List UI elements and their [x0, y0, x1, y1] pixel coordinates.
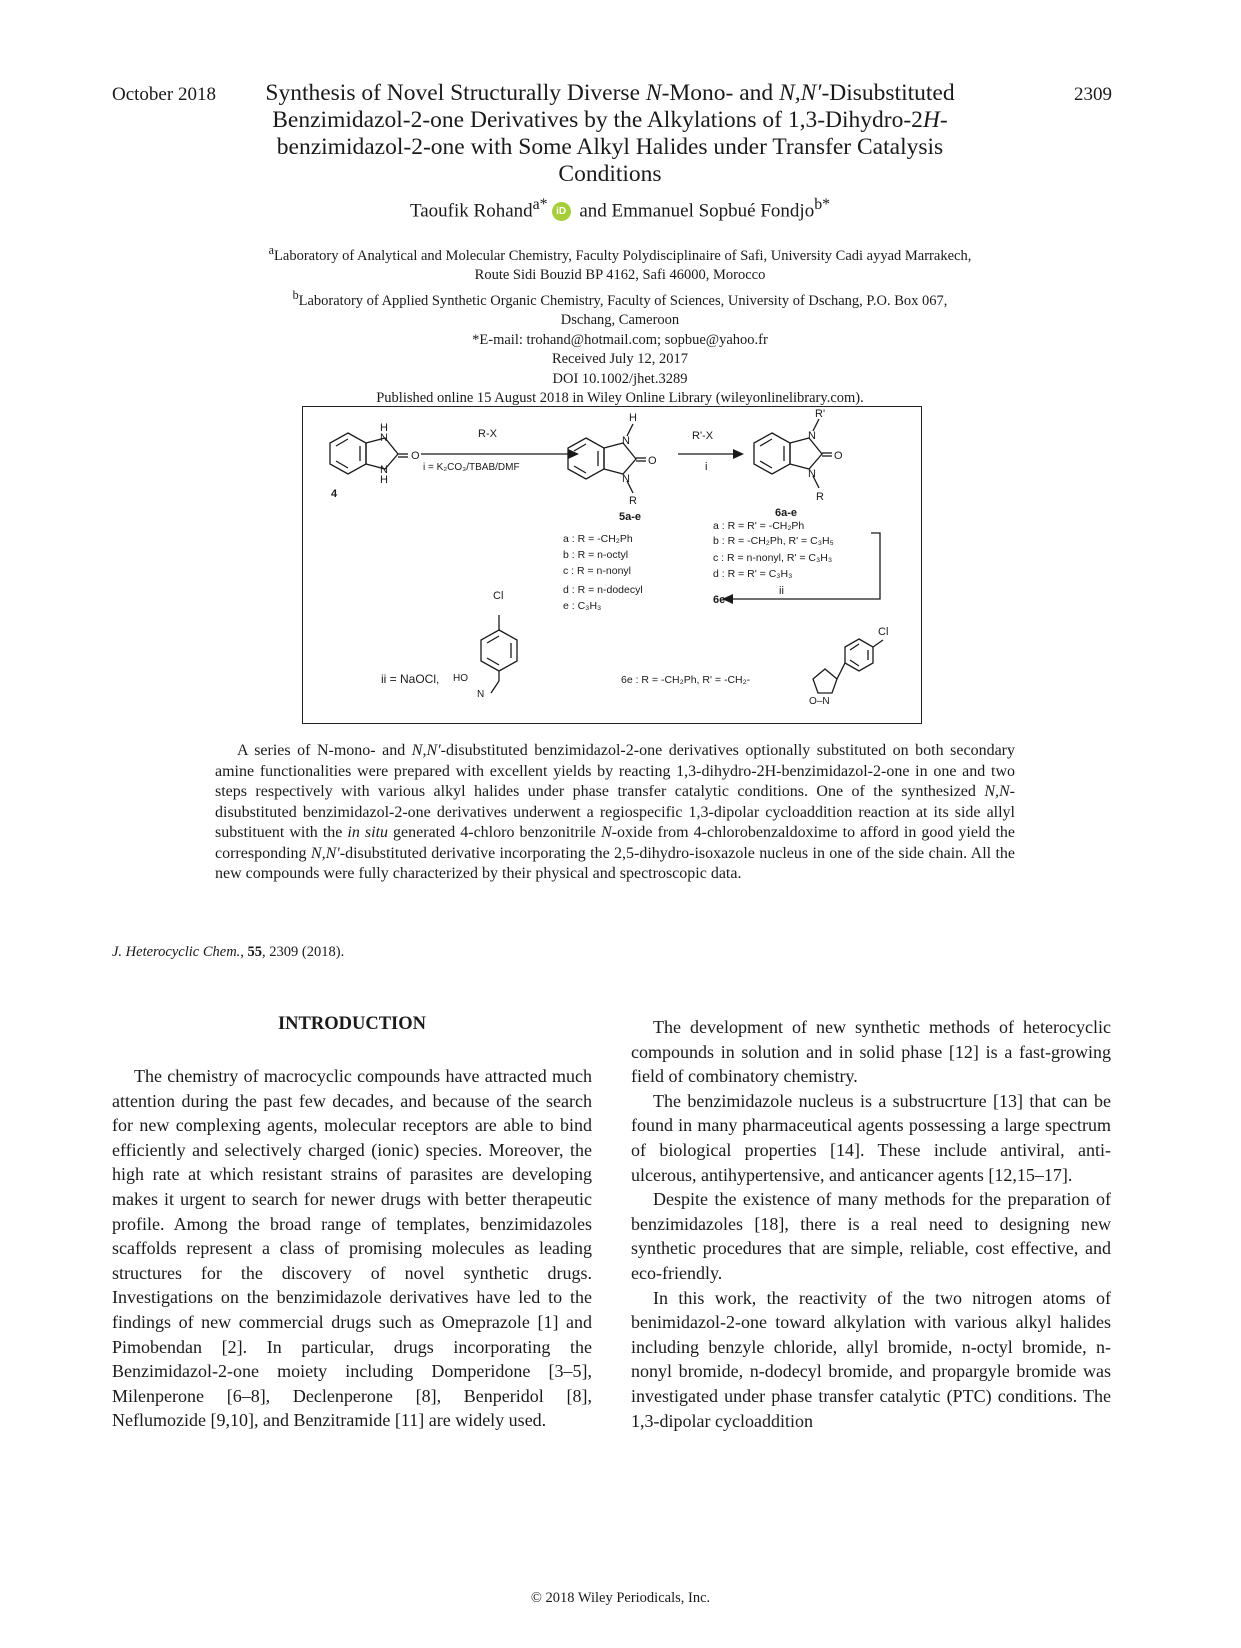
atom-label: Cl — [493, 590, 504, 602]
imidazolone-ring-6 — [790, 438, 822, 469]
author-name: Emmanuel Sopbué Fondjo — [611, 200, 815, 222]
journal-name: J. Heterocyclic Chem. — [112, 944, 241, 960]
compound-5-label: 5a-e — [619, 511, 642, 523]
list-5-item: a : R = -CH₂Ph — [563, 533, 633, 545]
atom-label: R' — [815, 408, 826, 420]
atom-label: O–N — [809, 696, 830, 707]
isoxazoline-ring — [813, 669, 837, 693]
paragraph: The chemistry of macrocyclic compounds have attracted much attention during the past few decades, and because of the search for new complexing agents, molecular receptors are able to bind efficiently and selectively charged (ionic) species. Moreover, the high rate at which resistant strains of parasites are developing makes it urgent to search for newer drugs with better therapeutic profile. Among the broad range of templates, benzimidazoles scaffolds represent a class of promising molecules as leading structures for the discovery of novel synthetic drugs. Investigations on the benzimidazole derivatives have led to the findings of new commercial drugs such as Omeprazole [1] and Pimobendan [2]. In particular, drugs incorporating the Benzimidazol-2-one moiety including Domperidone [3–5], Milenperone [6–8], Declenperone [8], Benperidol [8], Neflumozide [9,10], and Benzitramide [11] are widely used. — [112, 1066, 592, 1431]
abstract: A series of N-mono- and N,N′-disubstituted benzimidazol-2-one derivatives optionally substituted on both secondary amine functionalities were prepared with excellent yields by reacting 1,3-dihydro-2H-benzimidazol-2-one in one and two steps respectively with various alkyl halides under phase transfer catalytic conditions. One of the synthesized N,N-disubstituted benzimidazol-2-one derivatives underwent a regiospecific 1,3-dipolar cycloaddition reaction at its side allyl substituent with the in situ generated 4-chloro benzonitrile N-oxide from 4-chlorobenzaldoxime to afford in good yield the corresponding N,N′-disubstituted derivative incorporating the 2,5-dihydro-isoxazole nucleus in one of the side chain. All the new compounds were fully characterized by their physical and spectroscopic data. — [215, 742, 1016, 882]
atom-label: N — [622, 473, 630, 485]
atom-label: HO — [453, 673, 468, 684]
author-name: Taoufik Rohand — [409, 200, 533, 222]
atom-label: N — [380, 464, 388, 476]
author-superscript: a* — [532, 196, 548, 213]
email-line[interactable]: *E-mail: trohand@hotmail.com; sopbue@yahoo.fr — [472, 331, 768, 348]
affiliation-b-address: Dschang, Cameroon — [560, 312, 680, 329]
author-superscript: b* — [814, 196, 831, 213]
compound-6e-label: 6e — [713, 594, 726, 606]
paragraph: The benzimidazole nucleus is a substrucrture [13] that can be found in many pharmaceutical agents possessing a large spectrum of biological properties [14]. These include antiviral, anti-ulcerous, antihypertensive, and anticancer agents [12,15–17]. — [631, 1090, 1111, 1185]
atom-label: H — [380, 422, 388, 434]
paragraph: In this work, the reactivity of the two nitrogen atoms of benimidazol-2-one toward alkylation with various alkyl halides including benzyle chloride, allyl bromide, n-octyl bromide, n-nonyl bromide, n-dodecyl bromide, and propargyle bromide was investigated under phase transfer catalytic (PTC) conditions. The 1,3-dipolar cycloaddition — [631, 1287, 1111, 1431]
step-ii: ii — [779, 585, 784, 597]
reaction-scheme — [302, 406, 922, 724]
reagent-rx: R-X — [478, 428, 497, 440]
list-5-item: d : R = n-dodecyl — [563, 584, 643, 596]
list-5-item: e : C₃H₃ — [563, 600, 602, 612]
scheme-drawing — [303, 407, 921, 723]
reagent-rpx: R'-X — [692, 430, 714, 442]
list-5-item: b : R = n-octyl — [563, 549, 629, 561]
atom-label: N — [808, 468, 816, 480]
list-5 — [563, 533, 643, 612]
issue-date: October 2018 — [112, 84, 216, 105]
list-6-item: c : R = n-nonyl, R' = C₃H₃ — [713, 552, 833, 564]
atom-label: R — [629, 495, 637, 507]
atom-label: O — [648, 455, 657, 467]
list-6-item: a : R = R' = -CH₂Ph — [713, 520, 805, 532]
atom-label: O — [411, 450, 420, 462]
atom-label: Cl — [878, 626, 889, 638]
doi-line[interactable]: DOI 10.1002/jhet.3289 — [552, 370, 688, 387]
journal-volume: 55 — [247, 944, 263, 960]
compound-6-label: 6a-e — [775, 507, 798, 519]
received-date: Received July 12, 2017 — [551, 351, 689, 368]
copyright-footer: © 2018 Wiley Periodicals, Inc. — [530, 1590, 711, 1606]
atom-label: H — [380, 474, 388, 486]
compound-4-label: 4 — [331, 488, 338, 500]
body-column-right — [631, 1015, 1111, 1433]
section-heading-introduction: INTRODUCTION — [277, 1014, 427, 1034]
affiliation-a: Laboratory of Analytical and Molecular Chemistry, Faculty Polydisciplinaire of Safi, University Cadi ayyad Marrakech, — [274, 247, 972, 264]
imidazolone-ring-5 — [604, 443, 636, 474]
paragraph: The development of new synthetic methods of heterocyclic compounds in solution and in solid phase [12] is a fast-growing field of combinatory chemistry. — [631, 1017, 1111, 1087]
list-6-item: d : R = R' = C₃H₃ — [713, 568, 793, 580]
conditions-i: i = K₂CO₃/TBAB/DMF — [423, 462, 520, 473]
atom-label: R — [816, 491, 824, 503]
page-number: 2309 — [1074, 84, 1112, 105]
step-i: i — [705, 461, 708, 473]
list-5-item: c : R = n-nonyl — [563, 565, 631, 577]
affiliations: $^a$Laboratory of Analytical and Molecular Chemistry, Faculty Polydisciplinaire of Safi, University Cadi ayyad Marrakech, Route Sidi Bouzid BP 4162, Safi 46000, Morocco $^b$Laboratory of Applied Synthetic Organic Chemistry, Faculty of Sciences, University of Dschang, P.O. Box 067, Dschang, Cameroon *E-mail: trohand@hotmail.com; sopbue@yahoo.fr Received July 12, 2017 DOI 10.1002/jhet.3289 Published online 15 August 2018 in Wiley Online Library (wileyonlinelibrary.com). — [150, 241, 1090, 409]
list-6 — [713, 520, 834, 580]
atom-label: N — [622, 435, 630, 447]
orcid-icon[interactable]: iD — [552, 202, 571, 221]
product-6e-definition: 6e : R = -CH₂Ph, R' = -CH₂- — [621, 674, 751, 686]
body-column-left — [112, 1064, 592, 1433]
journal-citation: J. Heterocyclic Chem., 55, 2309 (2018). — [112, 944, 345, 960]
aryl-ring — [845, 639, 873, 671]
atom-label: H — [629, 412, 637, 424]
paragraph: Despite the existence of many methods for the preparation of benzimidazoles [18], there is a real need to designing new synthetic procedures that are simple, reliable, cost effective, and eco-friendly. — [631, 1189, 1111, 1283]
affiliation-b: Laboratory of Applied Synthetic Organic Chemistry, Faculty of Sciences, University of Dschang, P.O. Box 067, — [298, 292, 948, 309]
reagent-ii-definition: ii = NaOCl, — [381, 672, 440, 686]
published-online: Published online 15 August 2018 in Wiley Online Library (wileyonlinelibrary.com). — [376, 390, 864, 407]
author-line: Taoufik Rohand$^{a*}$ iD and Emmanuel Sopbué Fondjo$^{b*}$ — [409, 196, 831, 222]
atom-label: N — [477, 689, 485, 700]
list-6-item: b : R = -CH₂Ph, R' = C₃H₅ — [713, 535, 834, 547]
atom-label: N — [808, 430, 816, 442]
article-title: Synthesis of Novel Structurally Diverse N-Mono- and N,N′-Disubstituted Benzimidazol-2-one Derivatives by the Alkylations of 1,3-Dihydro-2H-benzimidazol-2-one with Some Alkyl Halides under Transfer Catalysis Conditions — [265, 80, 955, 187]
affiliation-a-address: Route Sidi Bouzid BP 4162, Safi 46000, Morocco — [474, 267, 766, 284]
atom-label: N — [380, 432, 388, 444]
atom-label: O — [834, 450, 843, 462]
